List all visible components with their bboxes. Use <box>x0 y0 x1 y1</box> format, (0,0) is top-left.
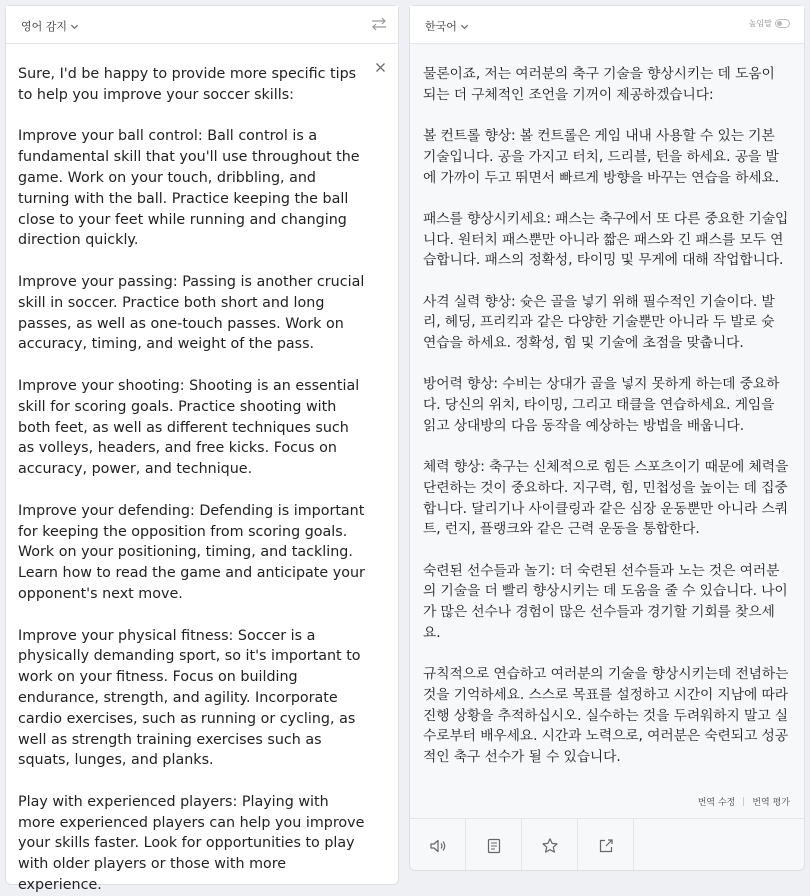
source-panel <box>5 5 399 894</box>
source-paragraph: Improve your ball control: Ball control is a fundamental skill that you'll use throughout the game. Work on your touch, dribbling, and turning with the ball. Practice keeping the ball close to your feet while running and changing direction quickly. <box>18 128 360 249</box>
honorific-label: 높임말 <box>748 19 772 28</box>
translation-paragraph: 방어력 향상: 수비는 상대가 골을 넣지 못하게 하는데 중요하다. 당신의 위치, 타이밍, 그리고 태클을 연습하세요. 게임을 읽고 상대방의 다음 동작을 예상하는 방법을 배웁니다. <box>423 376 780 434</box>
source-paragraph: Improve your defending: Defending is important for keeping the opposition from scoring goals. Work on your positioning, timing, and tackling. Learn how to read the game and anticipate your opponent's next move. <box>18 502 365 602</box>
chevron-down-icon <box>460 22 469 31</box>
favorite-button[interactable] <box>522 819 578 872</box>
translation-toolbar <box>410 818 804 872</box>
source-paragraph: Play with experienced players: Playing with more experienced players can help you improve your skills faster. Look for opportunities to play with older players or those with more experience. <box>18 793 365 894</box>
copy-icon <box>485 837 503 855</box>
speaker-icon <box>429 837 447 855</box>
target-language-label: 한국어 <box>425 20 457 33</box>
translation-paragraph: 숙련된 선수들과 놀기: 더 숙련된 선수들과 노는 것은 여러분의 기술을 더 빨리 향상시키는 데 도움을 줄 수 있습니다. 나이가 많은 선수나 경험이 많은 선수들과 경기할 기회를 찾으세요. <box>423 562 788 641</box>
share-button[interactable] <box>578 819 634 872</box>
translation-paragraph: 사격 실력 향상: 슛은 골을 넣기 위해 필수적인 기술이다. 발리, 헤딩, 프리킥과 같은 다양한 기술뿐만 아니라 두 발로 슛 연습을 하세요. 정확성, 힘 및 기술에 초점을 맞춥니다. <box>423 293 775 352</box>
source-header <box>6 6 398 44</box>
honorific-toggle[interactable] <box>749 18 790 29</box>
translation-paragraph: 물론이죠, 저는 여러분의 축구 기술을 향상시키는 데 도움이 되는 더 구체적인 조언을 기꺼이 제공하겠습니다: <box>423 66 775 103</box>
clear-text-icon[interactable] <box>375 62 386 73</box>
swap-languages-icon[interactable] <box>370 16 388 32</box>
translation-actions <box>698 795 790 808</box>
divider <box>743 797 744 806</box>
listen-button[interactable] <box>410 819 466 872</box>
star-icon <box>541 837 559 855</box>
translation-paragraph: 규칙적으로 연습하고 여러분의 기술을 향상시키는데 전념하는 것을 기억하세요. 스스로 목표를 설정하고 시간이 지남에 따라 진행 상황을 추적하십시오. 실수하는 것을 두려워하지 말고 실수로부터 배우세요. 시간과 노력으로, 여러분은 숙련되고 성공적인 축구 선수가 될 수 있습니다. <box>423 666 789 766</box>
source-language-label: 영어 감지 <box>21 20 68 33</box>
rate-translation-link[interactable]: 번역 평가 <box>752 798 790 808</box>
target-header <box>410 6 804 44</box>
chevron-down-icon <box>70 22 79 31</box>
target-language-selector[interactable] <box>425 18 469 34</box>
translation-paragraph: 체력 향상: 축구는 신체적으로 힘든 스포츠이기 때문에 체력을 단련하는 것이 중요하다. 지구력, 힘, 민첩성을 높이는 데 집중합니다. 달리기나 사이클링과 같은 심장 운동뿐만 아니라 스쿼트, 런지, 플랭크와 같은 근력 운동을 통합한다. <box>423 459 789 538</box>
translation-paragraph: 패스를 향상시키세요: 패스는 축구에서 또 다른 중요한 기술입니다. 원터치 패스뿐만 아니라 짧은 패스와 긴 패스를 모두 연습합니다. 패스의 정확성, 타이밍 및 무게에 대해 작업합니다. <box>423 210 789 269</box>
source-paragraph: Sure, I'd be happy to provide more specific tips to help you improve your soccer skills: <box>18 66 357 103</box>
translation-text-area <box>410 44 804 768</box>
toggle-switch-icon[interactable] <box>775 19 790 28</box>
source-text-area[interactable] <box>6 44 398 896</box>
source-paragraph: Improve your physical fitness: Soccer is a physically demanding sport, so it's important to work on your fitness. Focus on building endurance, strength, and agility. Incorporate cardio exercises, such as running or cycling, as well as strength training exercises such as squats, lunges, and planks. <box>18 627 361 769</box>
translation-paragraph: 볼 컨트롤 향상: 볼 컨트롤은 게임 내내 사용할 수 있는 기본 기술입니다. 공을 가지고 터치, 드리블, 턴을 하세요. 공을 발에 가까이 두고 뛰면서 빠르게 방향을 바꾸는 연습을 하세요. <box>423 128 780 186</box>
target-panel <box>409 5 805 871</box>
source-paragraph: Improve your shooting: Shooting is an essential skill for scoring goals. Practice shooting with both feet, as well as different techniques such as volleys, headers, and free kicks. Focus on accuracy, power, and technique. <box>18 377 360 478</box>
edit-translation-link[interactable]: 번역 수정 <box>697 798 736 808</box>
source-paragraph: Improve your passing: Passing is another crucial skill in soccer. Practice both short and long passes, as well as one-touch passes. Work on accuracy, timing, and weight of the pass. <box>18 273 365 353</box>
copy-button[interactable] <box>466 819 522 872</box>
share-icon <box>597 837 615 855</box>
source-language-selector[interactable] <box>21 18 79 34</box>
